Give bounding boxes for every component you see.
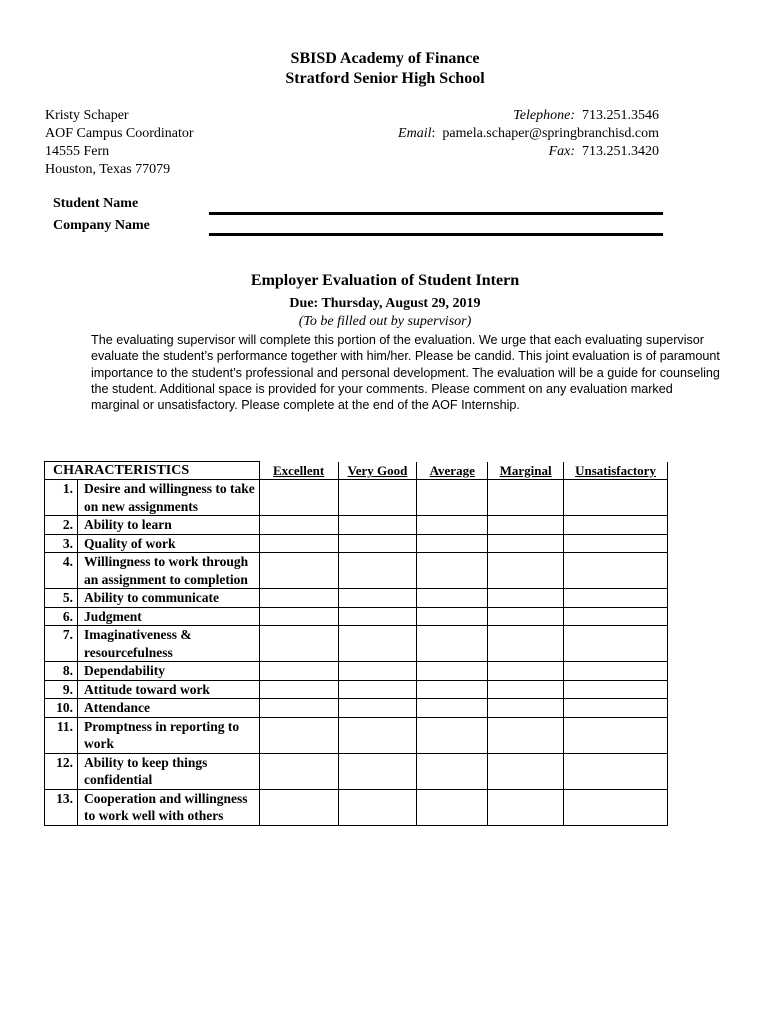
rating-cell[interactable] bbox=[564, 589, 668, 608]
col-marginal: Marginal bbox=[488, 462, 564, 480]
school-title: Stratford Senior High School bbox=[285, 70, 485, 87]
rating-cell[interactable] bbox=[259, 662, 338, 681]
row-number: 5. bbox=[45, 589, 78, 608]
row-characteristic: Cooperation and willingness to work well with others bbox=[77, 789, 259, 825]
rating-cell[interactable] bbox=[417, 662, 488, 681]
table-row bbox=[45, 626, 668, 662]
rating-cell[interactable] bbox=[488, 789, 564, 825]
rating-cell[interactable] bbox=[338, 534, 417, 553]
row-number: 3. bbox=[45, 534, 78, 553]
row-characteristic: Attendance bbox=[77, 699, 259, 718]
row-characteristic: Ability to communicate bbox=[77, 589, 259, 608]
telephone-value: 713.251.3546 bbox=[582, 108, 659, 123]
rating-cell[interactable] bbox=[417, 480, 488, 516]
rating-cell[interactable] bbox=[417, 717, 488, 753]
rating-cell[interactable] bbox=[259, 680, 338, 699]
row-number: 1. bbox=[45, 480, 78, 516]
table-row bbox=[45, 607, 668, 626]
supervisor-note: (To be filled out by supervisor) bbox=[298, 314, 472, 329]
contact-block bbox=[45, 107, 194, 179]
table-row bbox=[45, 789, 668, 825]
rating-cell[interactable] bbox=[564, 516, 668, 535]
rating-cell[interactable] bbox=[338, 607, 417, 626]
row-number: 11. bbox=[45, 717, 78, 753]
contact-role: AOF Campus Coordinator bbox=[45, 126, 194, 141]
rating-cell[interactable] bbox=[259, 534, 338, 553]
due-date: Due: Thursday, August 29, 2019 bbox=[289, 296, 481, 311]
rating-cell[interactable] bbox=[564, 680, 668, 699]
email-label: Email bbox=[398, 126, 432, 141]
rating-cell[interactable] bbox=[488, 589, 564, 608]
rating-cell[interactable] bbox=[259, 626, 338, 662]
row-number: 6. bbox=[45, 607, 78, 626]
col-average: Average bbox=[417, 462, 488, 480]
rating-cell[interactable] bbox=[488, 626, 564, 662]
rating-cell[interactable] bbox=[564, 607, 668, 626]
table-row bbox=[45, 534, 668, 553]
row-number: 12. bbox=[45, 753, 78, 789]
rating-cell[interactable] bbox=[488, 662, 564, 681]
fax-value: 713.251.3420 bbox=[582, 144, 659, 159]
table-row bbox=[45, 553, 668, 589]
rating-cell[interactable] bbox=[338, 589, 417, 608]
rating-cell[interactable] bbox=[338, 789, 417, 825]
rating-cell[interactable] bbox=[417, 680, 488, 699]
table-row bbox=[45, 699, 668, 718]
email-line: Email: pamela.schaper@springbranchisd.com bbox=[398, 126, 659, 141]
fax-line bbox=[330, 143, 659, 161]
rating-cell[interactable] bbox=[488, 607, 564, 626]
rating-cell[interactable] bbox=[338, 480, 417, 516]
rating-cell[interactable] bbox=[417, 789, 488, 825]
rating-cell[interactable] bbox=[488, 534, 564, 553]
contact-city: Houston, Texas 77079 bbox=[45, 162, 171, 177]
table-row bbox=[45, 662, 668, 681]
rating-cell[interactable] bbox=[338, 753, 417, 789]
row-characteristic: Quality of work bbox=[77, 534, 259, 553]
rating-cell[interactable] bbox=[417, 753, 488, 789]
col-very-good: Very Good bbox=[338, 462, 417, 480]
rating-cell[interactable] bbox=[488, 699, 564, 718]
row-characteristic: Ability to keep things confidential bbox=[77, 753, 259, 789]
org-title: SBISD Academy of Finance bbox=[290, 50, 480, 67]
rating-cell[interactable] bbox=[488, 480, 564, 516]
col-excellent: Excellent bbox=[259, 462, 338, 480]
rating-cell[interactable] bbox=[259, 516, 338, 535]
rating-cell[interactable] bbox=[338, 553, 417, 589]
row-characteristic: Judgment bbox=[77, 607, 259, 626]
rating-cell[interactable] bbox=[564, 753, 668, 789]
rating-cell[interactable] bbox=[417, 699, 488, 718]
email-value: pamela.schaper@springbranchisd.com bbox=[442, 126, 659, 141]
telephone-line bbox=[330, 107, 659, 125]
row-characteristic: Desire and willingness to take on new assignments bbox=[77, 480, 259, 516]
company-name-line[interactable] bbox=[209, 233, 663, 236]
rating-cell[interactable] bbox=[564, 480, 668, 516]
contact-numbers bbox=[330, 107, 659, 161]
rating-cell[interactable] bbox=[259, 699, 338, 718]
rating-cell[interactable] bbox=[338, 662, 417, 681]
rating-cell[interactable] bbox=[259, 553, 338, 589]
rating-cell[interactable] bbox=[417, 516, 488, 535]
row-characteristic: Dependability bbox=[77, 662, 259, 681]
rating-cell[interactable] bbox=[488, 553, 564, 589]
row-number: 9. bbox=[45, 680, 78, 699]
rating-cell[interactable] bbox=[488, 753, 564, 789]
table-row bbox=[45, 480, 668, 516]
rating-cell[interactable] bbox=[564, 553, 668, 589]
rating-cell[interactable] bbox=[259, 480, 338, 516]
rating-cell[interactable] bbox=[259, 753, 338, 789]
table-header-row bbox=[45, 462, 668, 480]
rating-cell[interactable] bbox=[488, 717, 564, 753]
characteristics-header: CHARACTERISTICS bbox=[45, 462, 260, 480]
rating-cell[interactable] bbox=[564, 699, 668, 718]
student-name-label: Student Name bbox=[53, 196, 139, 211]
row-number: 7. bbox=[45, 626, 78, 662]
row-number: 2. bbox=[45, 516, 78, 535]
telephone-label: Telephone: bbox=[513, 108, 575, 123]
company-name-label: Company Name bbox=[53, 218, 150, 233]
rating-cell[interactable] bbox=[259, 607, 338, 626]
evaluation-table bbox=[44, 461, 668, 826]
row-characteristic: Promptness in reporting to work bbox=[77, 717, 259, 753]
contact-street: 14555 Fern bbox=[45, 144, 110, 159]
rating-cell[interactable] bbox=[338, 717, 417, 753]
rating-cell[interactable] bbox=[338, 626, 417, 662]
rating-cell[interactable] bbox=[338, 516, 417, 535]
row-number: 4. bbox=[45, 553, 78, 589]
rating-cell[interactable] bbox=[259, 589, 338, 608]
rating-cell[interactable] bbox=[417, 589, 488, 608]
student-name-line[interactable] bbox=[209, 212, 663, 215]
rating-cell[interactable] bbox=[417, 626, 488, 662]
table-row bbox=[45, 589, 668, 608]
table-row bbox=[45, 516, 668, 535]
rating-cell[interactable] bbox=[259, 717, 338, 753]
row-characteristic: Willingness to work through an assignment to completion bbox=[77, 553, 259, 589]
rating-cell[interactable] bbox=[417, 534, 488, 553]
table-row bbox=[45, 680, 668, 699]
rating-cell[interactable] bbox=[564, 626, 668, 662]
row-number: 8. bbox=[45, 662, 78, 681]
col-unsatisfactory: Unsatisfactory bbox=[564, 462, 668, 480]
rating-cell[interactable] bbox=[488, 680, 564, 699]
rating-cell[interactable] bbox=[338, 699, 417, 718]
row-number: 10. bbox=[45, 699, 78, 718]
table-row bbox=[45, 753, 668, 789]
instructions-paragraph: The evaluating supervisor will complete this portion of the evaluation. We urge that each evaluating supervisor evaluate the student’s performance together with him/her. Please be candid. This joint evaluation is of paramount importance to the student’s professional and personal development. The evaluation will be a guide for counseling the student. Additional space is provided for your comments. Please comment on any evaluation marked marginal or unsatisfactory. Please complete at the end of the AOF Internship. bbox=[91, 333, 720, 413]
row-number: 13. bbox=[45, 789, 78, 825]
rating-cell[interactable] bbox=[417, 607, 488, 626]
row-characteristic: Ability to learn bbox=[77, 516, 259, 535]
rating-cell[interactable] bbox=[564, 717, 668, 753]
rating-cell[interactable] bbox=[259, 789, 338, 825]
row-characteristic: Imaginativeness & resourcefulness bbox=[77, 626, 259, 662]
rating-cell[interactable] bbox=[564, 534, 668, 553]
rating-cell[interactable] bbox=[417, 553, 488, 589]
evaluation-title: Employer Evaluation of Student Intern bbox=[250, 272, 520, 289]
rating-cell[interactable] bbox=[564, 789, 668, 825]
table-row bbox=[45, 717, 668, 753]
rating-cell[interactable] bbox=[564, 662, 668, 681]
contact-name: Kristy Schaper bbox=[45, 108, 129, 123]
rating-cell[interactable] bbox=[338, 680, 417, 699]
rating-cell[interactable] bbox=[488, 516, 564, 535]
row-characteristic: Attitude toward work bbox=[77, 680, 259, 699]
fax-label: Fax: bbox=[548, 144, 575, 159]
